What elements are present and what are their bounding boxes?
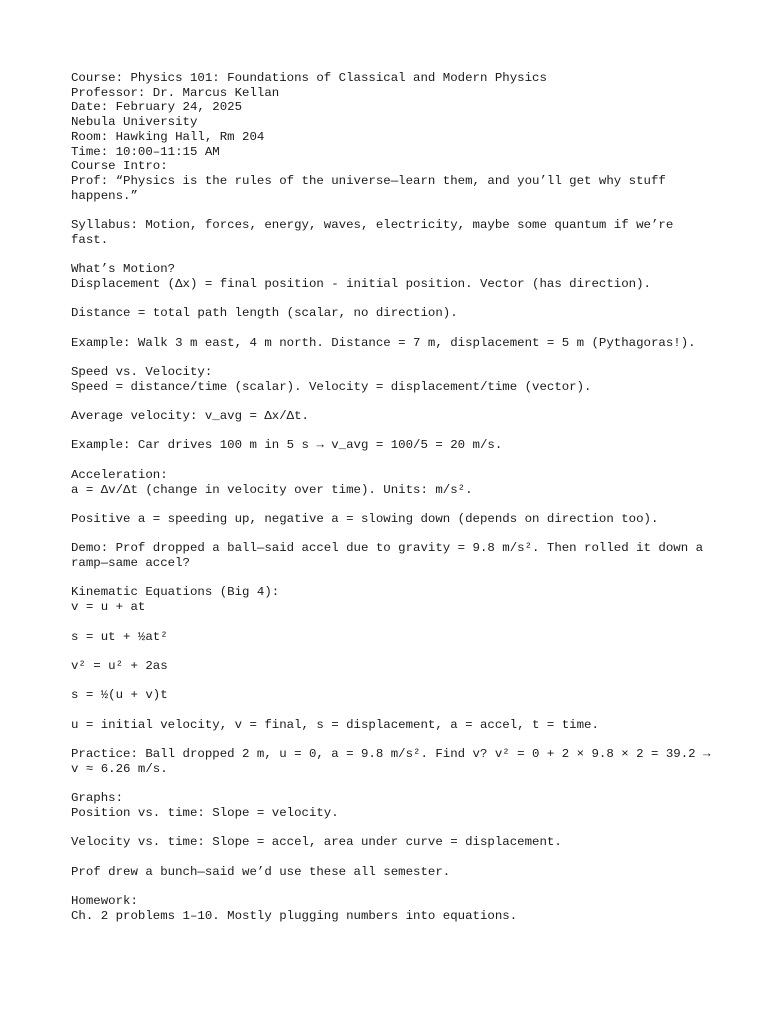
intro-heading: Course Intro: <box>71 159 168 174</box>
spacer <box>71 850 711 865</box>
spacer <box>71 321 711 336</box>
practice-problem: Practice: Ball dropped 2 m, u = 0, a = 9.8 m/s². Find v? v² = 0 + 2 × 9.8 × 2 = 39.2 → v ≈ 6.26 m/s. <box>71 747 718 776</box>
spacer <box>71 703 711 718</box>
acceleration-definition: a = Δv/Δt (change in velocity over time). Units: m/s². <box>71 482 473 497</box>
motion-example: Example: Walk 3 m east, 4 m north. Distance = 7 m, displacement = 5 m (Pythagoras!). <box>71 335 696 350</box>
displacement-line: Displacement (Δx) = final position - initial position. Vector (has direction). <box>71 276 651 291</box>
speed-heading: Speed vs. Velocity: <box>71 364 213 379</box>
spacer <box>71 571 711 586</box>
spacer <box>71 777 711 792</box>
variable-legend: u = initial velocity, v = final, s = displacement, a = accel, t = time. <box>71 717 599 732</box>
average-velocity: Average velocity: v_avg = Δx/Δt. <box>71 409 309 424</box>
speed-definition: Speed = distance/time (scalar). Velocity = displacement/time (vector). <box>71 379 592 394</box>
spacer <box>71 394 711 409</box>
spacer <box>71 350 711 365</box>
spacer <box>71 453 711 468</box>
position-graph-line: Position vs. time: Slope = velocity. <box>71 805 339 820</box>
spacer <box>71 615 711 630</box>
intro-quote: Prof: “Physics is the rules of the universe—learn them, and you’ll get why stuff happens.” <box>71 173 674 203</box>
homework-heading: Homework: <box>71 894 138 909</box>
spacer <box>71 292 711 307</box>
motion-heading: What’s Motion? <box>71 262 176 277</box>
room-line: Room: Hawking Hall, Rm 204 <box>71 129 265 144</box>
lecture-notes <box>71 71 718 923</box>
equation-1: v = u + at <box>71 600 146 615</box>
spacer <box>71 674 711 689</box>
graphs-note: Prof drew a bunch—said we’d use these all semester. <box>71 864 451 879</box>
kinematics-heading: Kinematic Equations (Big 4): <box>71 585 280 600</box>
spacer <box>71 497 711 512</box>
time-line: Time: 10:00–11:15 AM <box>71 144 220 159</box>
homework-assignment: Ch. 2 problems 1–10. Mostly plugging numbers into equations. <box>71 908 518 923</box>
university-line: Nebula University <box>71 115 198 130</box>
professor-line: Professor: Dr. Marcus Kellan <box>71 85 280 100</box>
syllabus-line: Syllabus: Motion, forces, energy, waves, electricity, maybe some quantum if we’re fast. <box>71 218 681 247</box>
equation-2: s = ut + ½at² <box>71 629 168 644</box>
spacer <box>71 732 711 747</box>
velocity-graph-line: Velocity vs. time: Slope = accel, area under curve = displacement. <box>71 835 562 850</box>
acceleration-sign: Positive a = speeding up, negative a = slowing down (depends on direction too). <box>71 511 659 526</box>
acceleration-heading: Acceleration: <box>71 467 168 482</box>
spacer <box>71 644 711 659</box>
acceleration-demo: Demo: Prof dropped a ball—said accel due to gravity = 9.8 m/s². Then rolled it down a ramp—same accel? <box>71 541 711 571</box>
distance-line: Distance = total path length (scalar, no direction). <box>71 306 458 321</box>
spacer <box>71 247 711 262</box>
date-line: Date: February 24, 2025 <box>71 100 243 115</box>
speed-example: Example: Car drives 100 m in 5 s → v_avg = 100/5 = 20 m/s. <box>71 438 503 453</box>
spacer <box>71 203 711 218</box>
equation-4: s = ½(u + v)t <box>71 688 168 703</box>
spacer <box>71 879 711 894</box>
equation-3: v² = u² + 2as <box>71 658 168 673</box>
spacer <box>71 821 711 836</box>
spacer <box>71 424 711 439</box>
spacer <box>71 527 711 542</box>
course-line: Course: Physics 101: Foundations of Classical and Modern Physics <box>71 71 547 85</box>
graphs-heading: Graphs: <box>71 791 124 806</box>
